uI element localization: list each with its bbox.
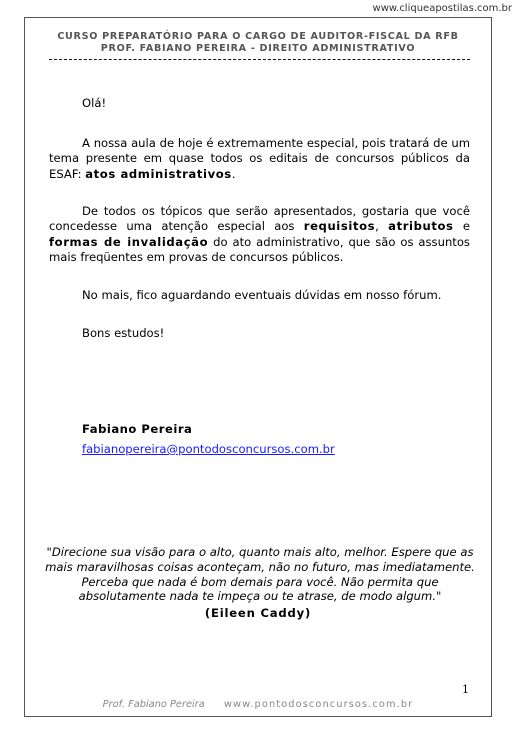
site-watermark: www.cliqueapostilas.com.br: [372, 3, 512, 14]
paragraph-4: Bons estudos!: [82, 326, 165, 340]
paragraph-2-b2: atributos: [388, 219, 454, 234]
paragraph-2: [49, 204, 470, 265]
signature-email-line: [49, 442, 470, 457]
paragraph-2-t4: do ato administrativo, que são os assuntos mais freqüentes em provas de concursos públicos.: [49, 234, 470, 264]
paragraph-3: No mais, fico aguardando eventuais dúvidas em nosso fórum.: [82, 288, 442, 302]
quote-author: (Eileen Caddy): [204, 606, 312, 620]
paragraph-1-end: .: [231, 166, 236, 181]
greeting: Olá!: [82, 96, 107, 110]
document-page: [24, 17, 492, 717]
paragraph-1-bold: atos administrativos: [85, 166, 232, 181]
footer: [25, 699, 491, 710]
paragraph-2-b3: formas de invalidação: [49, 234, 209, 249]
quote-text: "Direcione sua visão para o alto, quanto mais alto, melhor. Espere que as mais maravilhosas coisas aconteçam, não no futuro, mas imediatamente. Perceba que nada é bom demais para você. Não permita que absolutamente nada te impeça ou te atrase, de modo algum.": [45, 545, 475, 604]
paragraph-2-t2: ,: [375, 219, 389, 234]
paragraph-1: [49, 136, 470, 182]
paragraph-2-t3: e: [453, 219, 470, 234]
signature-email-link[interactable]: fabianopereira@pontodosconcursos.com.br: [82, 442, 335, 456]
paragraph-2-t1: De todos os tópicos que serão apresentados, gostaria que você concedesse uma atenção especial aos: [49, 204, 470, 234]
footer-site: www.pontodosconcursos.com.br: [223, 699, 414, 710]
paragraph-1-text: A nossa aula de hoje é extremamente especial, pois tratará de um tema presente em quase todos os editais de concursos públicos da ESAF:: [49, 136, 470, 181]
header-rule: [49, 59, 470, 60]
header-line-1: CURSO PREPARATÓRIO PARA O CARGO DE AUDITOR-FISCAL DA RFB: [57, 31, 459, 42]
signature-name: Fabiano Pereira: [82, 422, 193, 436]
page-number: 1: [462, 683, 469, 696]
footer-author: Prof. Fabiano Pereira: [102, 699, 205, 710]
header-line-2: PROF. FABIANO PEREIRA - DIREITO ADMINISTRATIVO: [100, 43, 416, 54]
paragraph-2-b1: requisitos: [303, 219, 376, 234]
